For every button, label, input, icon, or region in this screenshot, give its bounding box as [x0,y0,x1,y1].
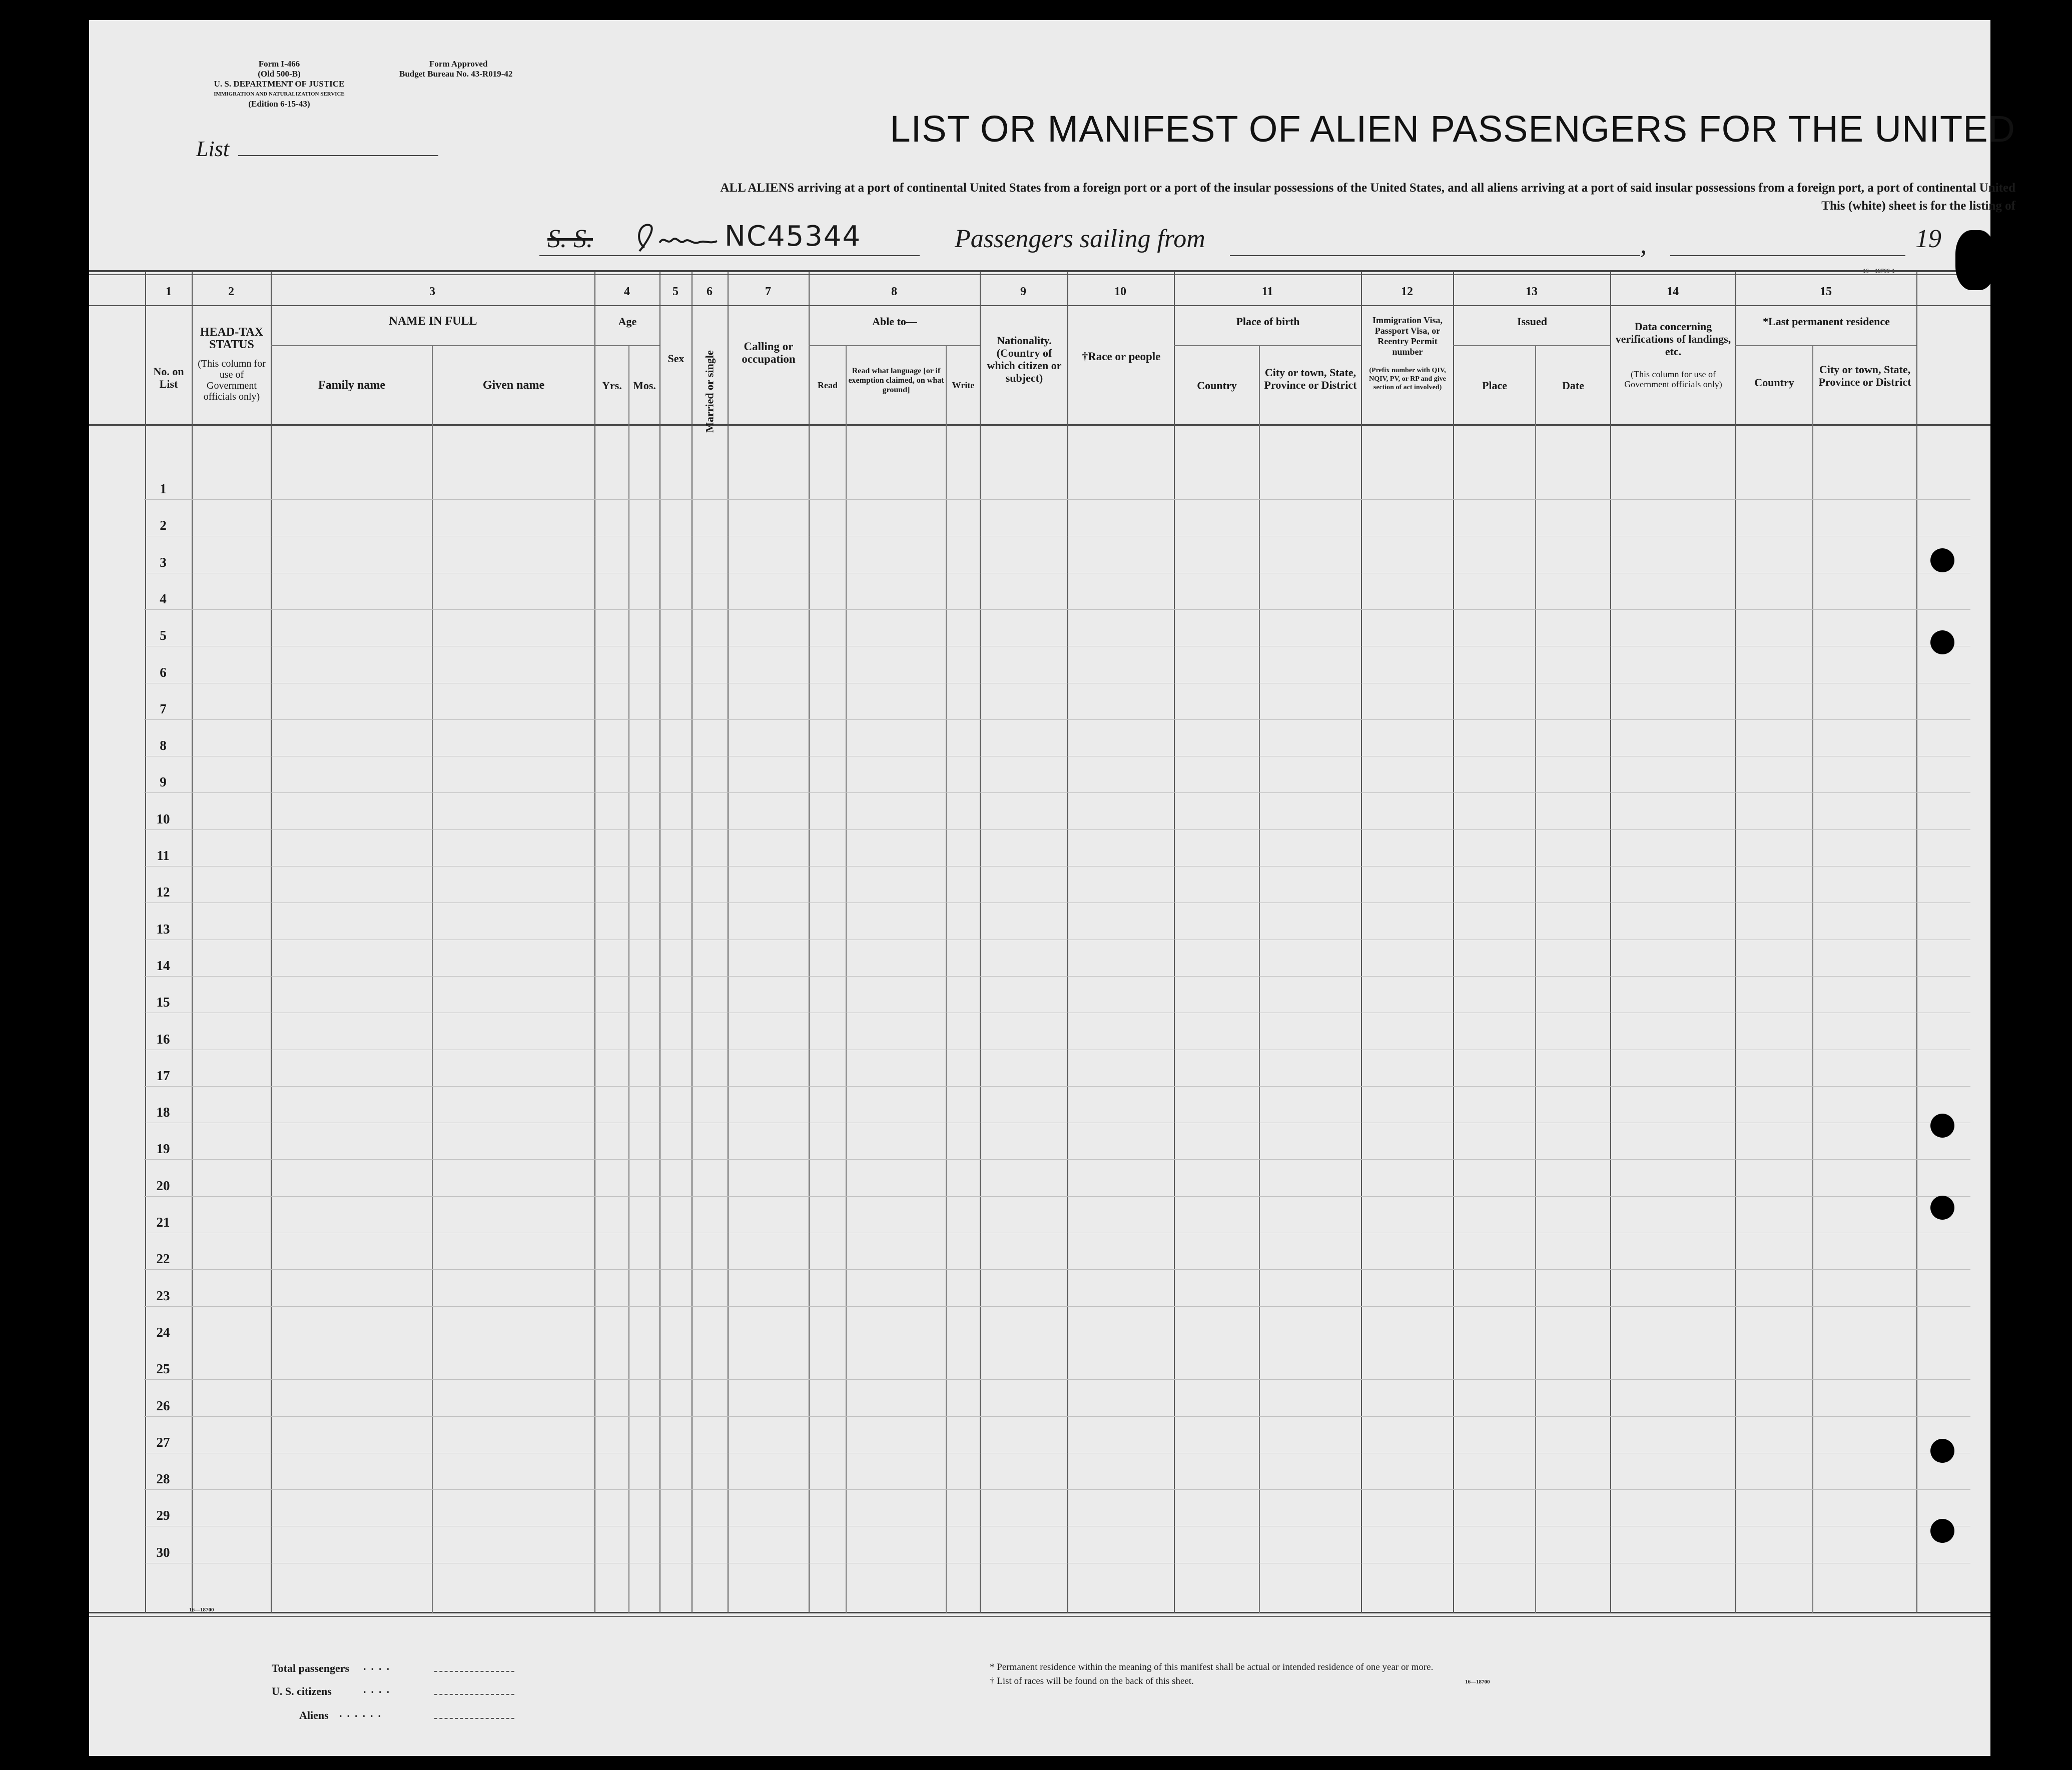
row-number: 27 [156,1435,170,1450]
header-family-name: Family name [318,379,385,392]
table-row [144,1159,1970,1160]
table-row [144,609,1970,610]
vline-col5-left [659,272,660,1613]
vline-col15-left [1735,272,1736,1613]
table-row [144,1489,1970,1490]
colnum-5: 5 [672,285,678,298]
column-number-rule [89,305,1990,306]
vline-col11-left [1174,272,1175,1613]
colnum-3: 3 [429,285,435,298]
date-line [1670,255,1905,256]
table-row [144,792,1970,793]
colnum-7: 7 [765,285,771,298]
total-passengers-label: Total passengers [272,1662,350,1674]
header-read-language: Read what language [or if exemption claimed, on what ground] [848,367,944,394]
table-bottom-rule-2 [89,1616,1990,1617]
intro-line-2: This (white) sheet is for the listing of [1821,199,2015,213]
table-top-border-2 [89,274,1990,275]
row-number: 21 [156,1215,170,1230]
header-issued: Issued [1517,315,1547,328]
row-number: 9 [160,774,167,789]
colnum-10: 10 [1114,285,1126,298]
old-number: (Old 500-B) [258,69,301,79]
header-issued-date: Date [1562,379,1584,392]
colnum-1: 1 [166,285,172,298]
row-number: 29 [156,1508,170,1523]
dots: ...... [339,1707,386,1719]
vline-col1-left [145,272,146,1613]
header-age: Age [618,315,637,328]
header-given-name: Given name [482,379,545,392]
header-residence-city: City or town, State, Province or District [1818,363,1911,388]
vline-col13-left [1453,272,1454,1613]
row-number: 7 [160,701,167,716]
aliens-label: Aliens [299,1709,329,1721]
approval-block [399,59,569,79]
punch-hole [1930,630,1954,654]
year-prefix: 19 [1915,225,1941,253]
colnum-11: 11 [1261,285,1273,298]
row-number: 22 [156,1251,170,1266]
header-yrs: Yrs. [602,379,622,392]
header-write: Write [952,380,975,390]
total-passengers-line [434,1671,514,1672]
row-number: 11 [157,848,170,863]
aliens-line [434,1718,514,1719]
subhead-rule-issued [1453,345,1610,346]
header-head-tax-note: (This column for use of Government officials only) [198,358,266,402]
row-number: 16 [156,1032,170,1047]
vline-col7-left [728,272,729,1613]
row-number: 20 [156,1178,170,1193]
header-last-residence: *Last permanent residence [1763,315,1890,328]
table-row [144,1306,1970,1307]
row-number: 2 [160,518,167,533]
table-bottom-rule [89,1612,1990,1613]
colnum-8: 8 [891,285,897,298]
manifest-sheet [89,20,2015,1756]
sailing-port-line [1230,255,1640,256]
colnum-12: 12 [1401,285,1413,298]
row-number: 4 [160,591,167,606]
punch-hole [1930,1519,1954,1543]
header-visa: Immigration Visa, Passport Visa, or Reentry Permit number [1372,315,1443,357]
colnum-9: 9 [1020,285,1026,298]
list-number-line [238,155,438,156]
row-number: 3 [160,555,167,570]
budget-number: Budget Bureau No. 43-R019-42 [399,69,513,79]
header-mos: Mos. [633,379,656,392]
table-row [144,1269,1970,1270]
table-row [144,1196,1970,1197]
ship-name-line [539,255,920,256]
table-row [144,1416,1970,1417]
row-number: 26 [156,1398,170,1413]
punch-hole [1930,1196,1954,1220]
row-number: 1 [160,481,167,496]
page-title: LIST OR MANIFEST OF ALIEN PASSENGERS FOR THE UNITED [890,108,2015,150]
table-row [144,1379,1970,1380]
subhead-rule-able [809,345,980,346]
intro-text [439,179,2015,215]
vline-col6-left [692,272,693,1613]
row-number: 14 [156,958,170,973]
edition: (Edition 6-15-43) [248,99,310,109]
header-birth-country: Country [1197,379,1237,392]
vline-col10-left [1067,272,1068,1613]
header-married-single: Married or single [703,350,716,433]
vline-col9-left [980,272,981,1613]
row-number: 23 [156,1288,170,1303]
vline-col14-left [1610,272,1611,1613]
header-place-of-birth: Place of birth [1236,315,1300,328]
header-sex: Sex [667,352,684,365]
header-head-tax: HEAD-TAX STATUS [200,326,264,351]
table-row [144,719,1970,720]
row-number: 12 [156,884,170,900]
intro-line-1: ALL ALIENS arriving at a port of continental United States from a foreign port or a port of the insular possessions of the United States, and all aliens arriving at a port of said insular possessions from a foreign port, a port of continental United [720,181,2015,195]
colnum-6: 6 [707,285,713,298]
row-number: 8 [160,738,167,753]
header-bottom-rule [89,424,1990,426]
vline-col12-left [1361,272,1362,1613]
row-number: 24 [156,1325,170,1340]
footer-code-right: 16—18700 [1465,1679,1490,1685]
table-row [144,976,1970,977]
row-number: 25 [156,1361,170,1376]
subhead-rule-birth [1174,345,1361,346]
footnote-residence: * Permanent residence within the meaning of this manifest shall be actual or intended residence of one year or more. [990,1662,1434,1672]
footnote-races: † List of races will be found on the back of this sheet. [990,1676,1194,1686]
header-calling: Calling or occupation [742,340,796,365]
header-nationality: Nationality. (Country of which citizen or subject) [987,334,1062,384]
us-citizens-line [434,1694,514,1695]
header-read: Read [818,380,838,390]
form-info [189,59,369,109]
colnum-14: 14 [1667,285,1679,298]
table-row [144,499,1970,500]
row-number: 30 [156,1545,170,1560]
form-approved: Form Approved [429,59,488,69]
header-able-to: Able to— [872,315,917,328]
form-number: Form I-466 [258,59,300,69]
dots: .... [363,1660,394,1672]
row-number: 17 [156,1068,170,1083]
ship-handwritten: NC45344 [725,220,862,253]
header-birth-city: City or town, State, Province or District [1264,366,1357,391]
vline-col2-left [192,272,193,1613]
table-top-border [89,270,1990,272]
comma: , [1640,231,1647,259]
service: IMMIGRATION AND NATURALIZATION SERVICE [214,91,345,97]
list-label: List [196,137,230,161]
header-issued-place: Place [1482,379,1508,392]
row-number: 10 [156,811,170,826]
torn-edge-mark [1955,230,1995,290]
vline-col3-left [271,272,272,1613]
header-data-note: (This column for use of Government officials only) [1624,369,1722,389]
punch-hole [1930,1114,1954,1138]
row-number: 15 [156,995,170,1010]
row-number: 5 [160,628,167,643]
subhead-rule-name [271,345,594,346]
sailing-label: Passengers sailing from [955,225,1205,253]
table-row [144,1086,1970,1087]
department: U. S. DEPARTMENT OF JUSTICE [214,79,345,89]
colnum-13: 13 [1526,285,1538,298]
header-name-in-full: NAME IN FULL [389,315,477,328]
header-data-concerning: Data concerning verifications of landings, etc. [1615,320,1731,358]
row-number: 13 [156,922,170,937]
header-no-on-list: No. on List [153,365,184,390]
row-number: 28 [156,1471,170,1486]
punch-hole [1930,1439,1954,1463]
header-visa-note: (Prefix number with QIV, NQIV, PV, or RP and give section of act involved) [1369,367,1446,391]
subhead-rule-residence [1735,345,1916,346]
ss-label: S. S. [547,225,593,253]
header-residence-country: Country [1754,376,1794,389]
footer-code-left: 16—18700 [189,1607,214,1613]
vline-col15-right [1916,272,1917,1613]
header-race: †Race or people [1082,350,1161,363]
us-citizens-label: U. S. citizens [272,1685,332,1697]
row-number: 19 [156,1141,170,1156]
colnum-15: 15 [1820,285,1832,298]
colnum-4: 4 [624,285,630,298]
table-row [144,829,1970,830]
colnum-2: 2 [228,285,234,298]
vline-col8-left [809,272,810,1613]
punch-hole [1930,548,1954,572]
row-number: 18 [156,1105,170,1120]
vline-col4-left [594,272,595,1613]
subhead-rule-age [594,345,659,346]
row-number: 6 [160,665,167,680]
dots: .... [363,1683,394,1695]
